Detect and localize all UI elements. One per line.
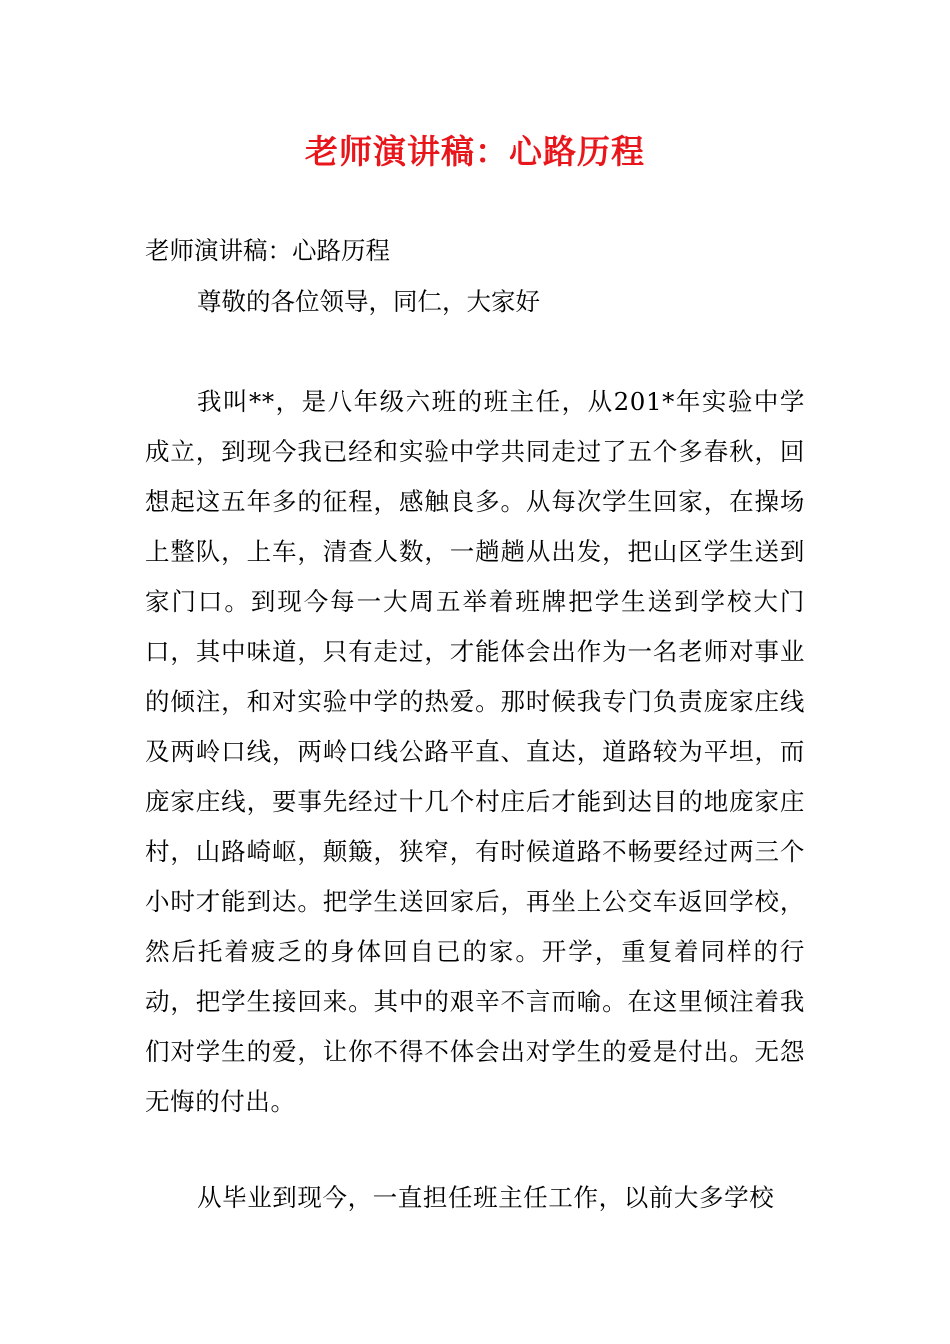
paragraph-2: 从毕业到现今，一直担任班主任工作，以前大多学校 bbox=[197, 1183, 775, 1212]
document-subtitle: 老师演讲稿：心路历程 bbox=[145, 236, 390, 265]
page-title: 老师演讲稿：心路历程 bbox=[305, 132, 645, 171]
paragraph-1: 我叫**，是八年级六班的班主任，从201*年实验中学成立，到现今我已经和实验中学共同走过了五个多春秋，回想起这五年多的征程，感触良多。从每次学生回家，在操场上整队，上车，清查人数，一趟趟从出发，把山区学生送到家门口。到现今每一大周五举着班牌把学生送到学校大门口，其中味道，只有走过，才能体会出作为一名老师对事业的倾注，和对实验中学的热爱。那时候我专门负责庞家庄线及两岭口线，两岭口线公路平直、直达，道路较为平坦，而庞家庄线，要事先经过十几个村庄后才能到达目的地庞家庄村，山路崎岖，颠簸，狭窄，有时候道路不畅要经过两三个小时才能到达。把学生送回家后，再坐上公交车返回学校，然后托着疲乏的身体回自已的家。开学，重复着同样的行动，把学生接回来。其中的艰辛不言而喻。在这里倾注着我们对学生的爱，让你不得不体会出对学生的爱是付出。无怨无悔的付出。 bbox=[145, 387, 805, 1116]
greeting-line: 尊敬的各位领导，同仁，大家好 bbox=[197, 287, 540, 316]
